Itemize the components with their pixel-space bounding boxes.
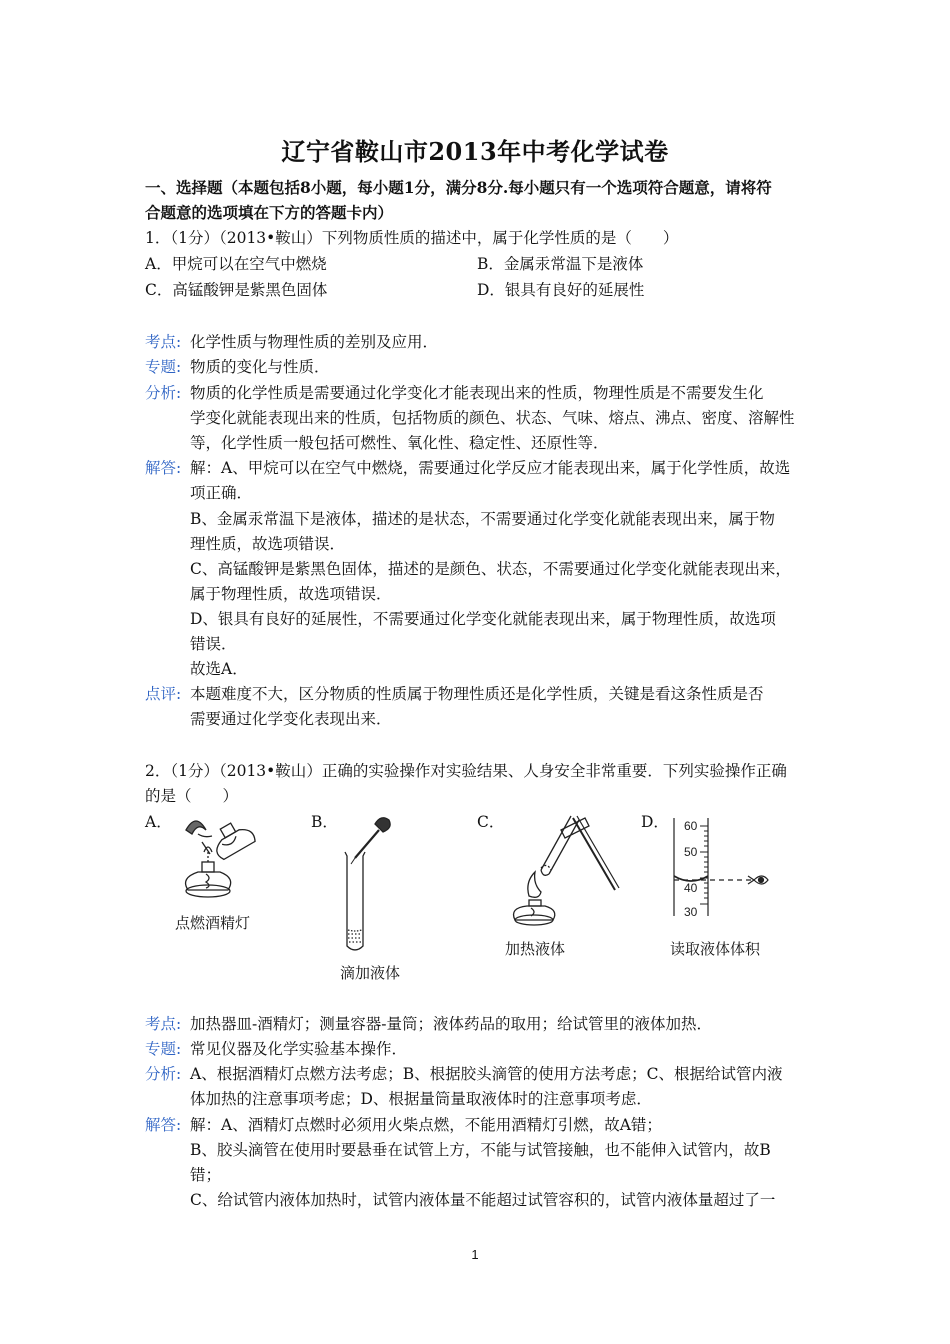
q1-kaodian-tag: 考点: <box>145 333 182 351</box>
figure-d-caption: 读取液体体积 <box>670 940 761 958</box>
q1-zhuanti-tag: 专题: <box>145 358 182 376</box>
q2-jieda-tag: 解答: <box>145 1116 182 1134</box>
q1-jieda-line-6: 属于物理性质，故选项错误． <box>190 585 392 603</box>
q2-stem-line-1: 2．（1分）（2013•鞍山）正确的实验操作对实验结果、人身安全非常重要．下列实验操作正确 <box>145 762 787 780</box>
q1-option-d: D．银具有良好的延展性 <box>477 281 645 299</box>
cylinder-tick-40: 40 <box>684 881 698 895</box>
q1-fenxi-line-3: 等，化学性质一般包括可燃性、氧化性、稳定性、还原性等． <box>190 434 609 452</box>
q2-option-c: C． <box>477 813 505 831</box>
q2-kaodian-tag: 考点: <box>145 1015 182 1033</box>
q1-jieda-line-9: 故选A． <box>190 660 248 678</box>
q1-zhuanti: 物质的变化与性质． <box>190 358 330 376</box>
cylinder-tick-50: 50 <box>684 845 698 859</box>
q2-kaodian: 加热器皿-酒精灯；测量容器-量筒；液体药品的取用；给试管里的液体加热． <box>190 1015 712 1033</box>
q2-stem-line-2: 的是（ ） <box>145 787 239 805</box>
cylinder-reading-figure <box>672 816 772 924</box>
q1-fenxi-tag: 分析: <box>145 384 182 402</box>
q2-jieda-line-4: C、给试管内液体加热时，试管内液体量不能超过试管容积的，试管内液体量超过了一 <box>190 1191 776 1209</box>
dropper-test-tube-figure <box>335 812 399 958</box>
q2-fenxi-tag: 分析: <box>145 1065 182 1083</box>
q1-jieda-tag: 解答: <box>145 459 182 477</box>
q2-fenxi-line-2: 体加热的注意事项考虑；D、根据量筒量取液体时的注意事项考虑． <box>190 1090 652 1108</box>
q1-fenxi-line-2: 学变化就能表现出来的性质，包括物质的颜色、状态、气味、熔点、沸点、密度、溶解性 <box>190 409 795 427</box>
section-heading-line-2: 合题意的选项填在下方的答题卡内） <box>145 203 394 222</box>
q1-dianping-line-1: 本题难度不大，区分物质的性质属于物理性质还是化学性质，关键是看这条性质是否 <box>190 685 764 703</box>
section-heading-line-1: 一、选择题（本题包括8小题，每小题1分，满分8分.每小题只有一个选项符合题意，请将符 <box>145 178 772 197</box>
cylinder-tick-30: 30 <box>684 905 698 919</box>
q2-zhuanti: 常见仪器及化学实验基本操作． <box>190 1040 408 1058</box>
q2-option-d: D． <box>641 813 669 831</box>
q1-jieda-line-1: 解：A、甲烷可以在空气中燃烧，需要通过化学反应才能表现出来，属于化学性质，故选 <box>190 459 791 477</box>
q1-option-b: B．金属汞常温下是液体 <box>477 255 644 273</box>
page-title: 辽宁省鞍山市2013年中考化学试卷 <box>281 137 669 166</box>
q1-option-c: C．高锰酸钾是紫黑色固体 <box>145 281 328 299</box>
figure-c-caption: 加热液体 <box>505 940 566 958</box>
heating-test-tube-figure <box>505 812 620 932</box>
page-number: 1 <box>471 1247 479 1262</box>
q1-dianping-line-2: 需要通过化学变化表现出来． <box>190 710 392 728</box>
q2-jieda-line-2: B、胶头滴管在使用时要悬垂在试管上方，不能与试管接触，也不能伸入试管内，故B <box>190 1141 771 1159</box>
alcohol-lamp-figure <box>168 808 268 910</box>
q2-jieda-line-1: 解：A、酒精灯点燃时必须用火柴点燃，不能用酒精灯引燃，故A错； <box>190 1116 662 1134</box>
q1-jieda-line-8: 错误． <box>190 635 237 653</box>
q1-kaodian: 化学性质与物理性质的差别及应用． <box>190 333 439 351</box>
figure-a-caption: 点燃酒精灯 <box>175 914 251 932</box>
q1-option-a: A．甲烷可以在空气中燃烧 <box>145 255 327 273</box>
q2-jieda-line-3: 错； <box>190 1166 222 1184</box>
q2-option-b: B． <box>311 813 338 831</box>
q1-jieda-line-4: 理性质，故选项错误． <box>190 535 346 553</box>
q1-jieda-line-3: B、金属汞常温下是液体，描述的是状态，不需要通过化学变化就能表现出来，属于物 <box>190 510 775 528</box>
q1-jieda-line-7: D、银具有良好的延展性，不需要通过化学变化就能表现出来，属于物理性质，故选项 <box>190 610 776 628</box>
q2-zhuanti-tag: 专题: <box>145 1040 182 1058</box>
q1-stem: 1．（1分）（2013•鞍山）下列物质性质的描述中，属于化学性质的是（ ） <box>145 229 679 247</box>
q2-option-a: A． <box>145 813 172 831</box>
cylinder-tick-60: 60 <box>684 819 698 833</box>
q2-fenxi-line-1: A、根据酒精灯点燃方法考虑；B、根据胶头滴管的使用方法考虑；C、根据给试管内液 <box>190 1065 783 1083</box>
q1-jieda-line-5: C、高锰酸钾是紫黑色固体，描述的是颜色、状态，不需要通过化学变化就能表现出来， <box>190 560 791 578</box>
figure-b-caption: 滴加液体 <box>340 964 401 982</box>
q1-fenxi-line-1: 物质的化学性质是需要通过化学变化才能表现出来的性质，物理性质是不需要发生化 <box>190 384 764 402</box>
q1-jieda-line-2: 项正确． <box>190 484 253 502</box>
q1-dianping-tag: 点评: <box>145 685 182 703</box>
